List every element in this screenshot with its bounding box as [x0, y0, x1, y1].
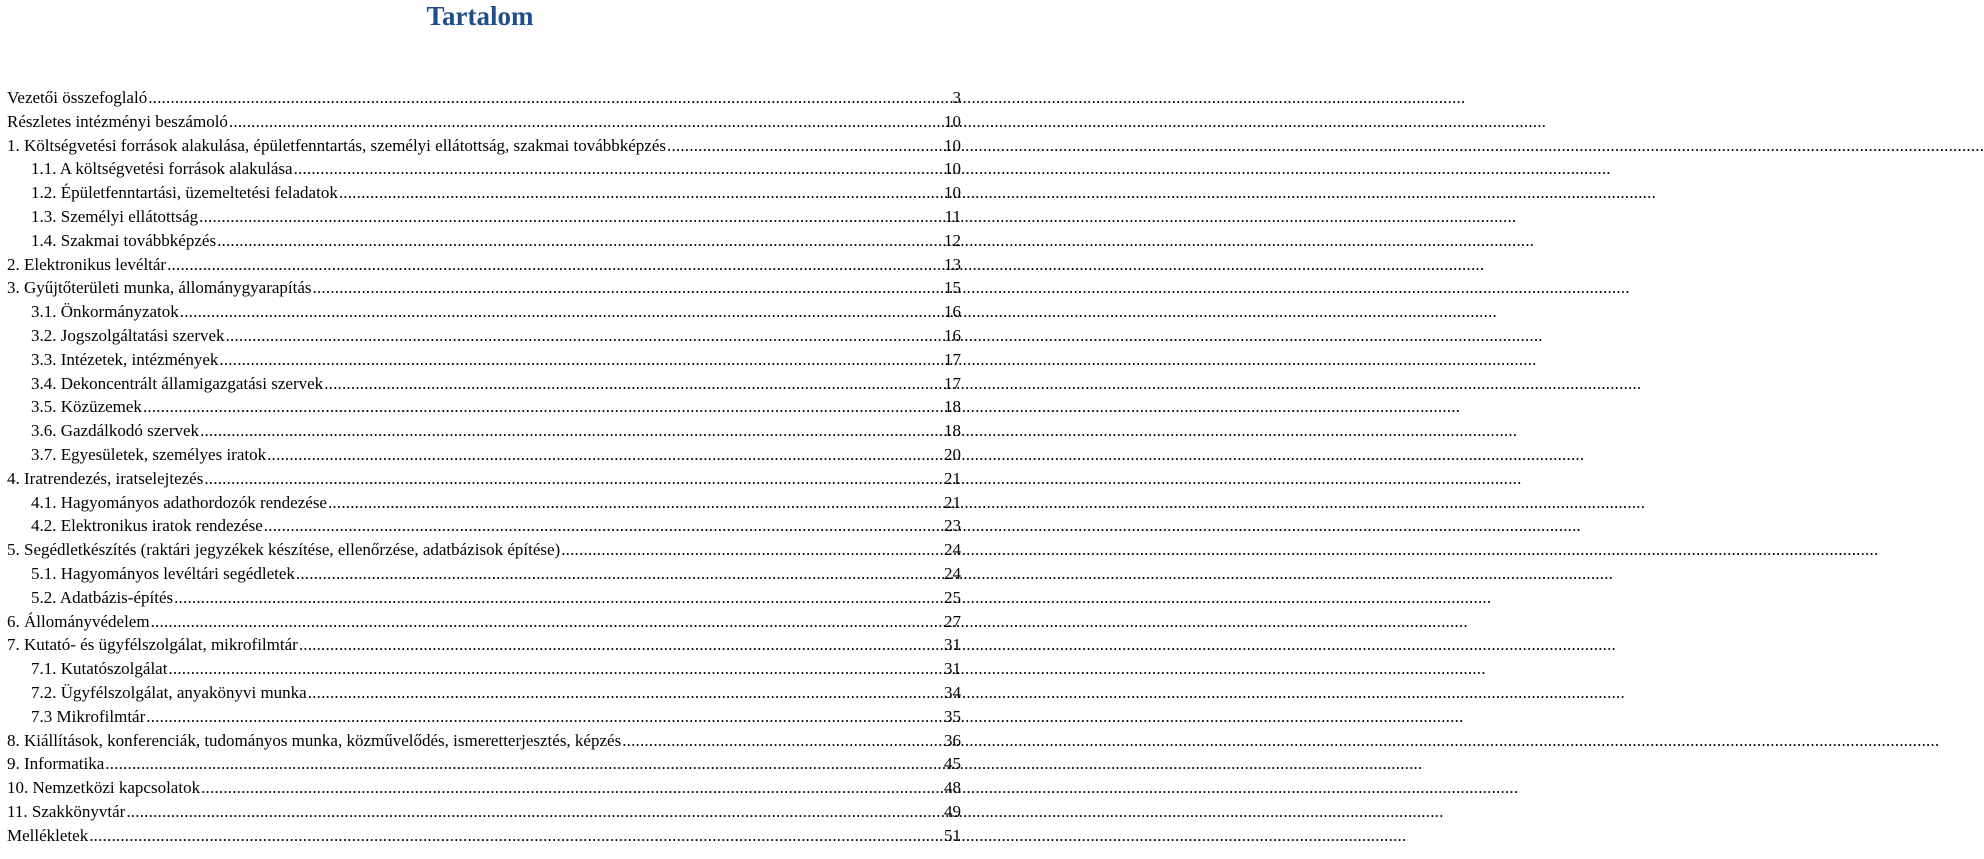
toc-entry-title: Részletes intézményi beszámoló: [7, 111, 228, 131]
toc-entry-page-number: 18: [944, 421, 961, 441]
toc-entry[interactable]: [7, 633, 961, 657]
toc-entry-page-number: 24: [944, 563, 961, 583]
dot-leader: [294, 157, 942, 181]
toc-entry-page-number: 20: [944, 444, 961, 464]
dot-leader: [296, 562, 942, 586]
toc-entry-page-number: 18: [944, 397, 961, 417]
toc-entry[interactable]: [7, 86, 961, 110]
toc-entry[interactable]: [7, 395, 961, 419]
toc-entry[interactable]: [7, 800, 961, 824]
toc-entry-title: 7.2. Ügyfélszolgálat, anyakönyvi munka: [31, 682, 307, 702]
dot-leader: [151, 610, 942, 634]
dot-leader: [105, 752, 942, 776]
toc-entry-title: 7. Kutató- és ügyfélszolgálat, mikrofilmtár: [7, 635, 298, 655]
dot-leader: [267, 443, 942, 467]
toc-entry-page-number: 10: [944, 159, 961, 179]
dot-leader: [168, 657, 942, 681]
toc-entry-title: Mellékletek: [7, 825, 89, 845]
toc-entry-title: 4.1. Hagyományos adathordozók rendezése: [31, 492, 327, 512]
toc-entry[interactable]: [7, 205, 961, 229]
dot-leader: [148, 86, 950, 110]
dot-leader: [324, 372, 942, 396]
toc-entry-page-number: 3: [952, 88, 961, 107]
toc-entry-page-number: 10: [944, 183, 961, 203]
toc-entry-title: 7.1. Kutatószolgálat: [31, 659, 168, 679]
toc-entry-page-number: 15: [944, 278, 961, 298]
toc-entry-title: 2. Elektronikus levéltár: [7, 254, 167, 274]
toc-entry-page-number: 11: [944, 206, 961, 226]
toc-entry[interactable]: [7, 514, 961, 538]
toc-entry[interactable]: [7, 110, 961, 134]
toc-entry[interactable]: [7, 467, 961, 491]
dot-leader: [146, 705, 942, 729]
toc-entry-title: 4. Iratrendezés, iratselejtezés: [7, 468, 204, 488]
toc-entry-page-number: 17: [944, 373, 961, 393]
dot-leader: [167, 253, 942, 277]
toc-entry[interactable]: [7, 348, 961, 372]
toc-entry-page-number: 16: [944, 325, 961, 345]
toc-entry-title: 3.3. Intézetek, intézmények: [31, 349, 219, 369]
toc-entry-page-number: 12: [944, 230, 961, 250]
page-title: Tartalom: [426, 1, 534, 31]
dot-leader: [143, 395, 942, 419]
toc-entry-page-number: 27: [944, 611, 961, 631]
toc-entry-title: 10. Nemzetközi kapcsolatok: [7, 778, 201, 798]
toc-entry-title: 3.2. Jogszolgáltatási szervek: [31, 325, 225, 345]
dot-leader: [180, 300, 942, 324]
dot-leader: [308, 681, 942, 705]
toc-entry-page-number: 16: [944, 302, 961, 322]
toc-entry-page-number: 10: [944, 111, 961, 131]
toc-entry[interactable]: [7, 562, 961, 586]
toc-entry[interactable]: [7, 586, 961, 610]
toc-entry[interactable]: [7, 681, 961, 705]
toc-entry-page-number: 31: [944, 635, 961, 655]
toc-entry-title: 5.2. Adatbázis-építés: [31, 587, 174, 607]
toc-entry-title: 1.2. Épületfenntartási, üzemeltetési feladatok: [31, 183, 338, 203]
toc-entry-page-number: 45: [944, 754, 961, 774]
toc-entry-page-number: 49: [944, 801, 961, 821]
dot-leader: [217, 229, 942, 253]
toc-entry-title: Vezetői összefoglaló: [7, 88, 148, 107]
toc-entry[interactable]: [7, 324, 961, 348]
toc-entry[interactable]: [7, 657, 961, 681]
toc-entry-page-number: 23: [944, 516, 961, 536]
dot-leader: [199, 205, 942, 229]
toc-entry-page-number: 48: [944, 778, 961, 798]
toc-entry-title: 1. Költségvetési források alakulása, épületfenntartás, személyi ellátottság, szakmai továbbképzés: [7, 135, 666, 155]
toc-entry-page-number: 17: [944, 349, 961, 369]
toc-entry-title: 1.3. Személyi ellátottság: [31, 206, 199, 226]
toc-entry-title: 1.4. Szakmai továbbképzés: [31, 230, 217, 250]
toc-entry[interactable]: [7, 253, 961, 277]
dot-leader: [339, 181, 942, 205]
toc-entry-title: 8. Kiállítások, konferenciák, tudományos munka, közművelődés, ismeretterjesztés, képzés: [7, 730, 622, 750]
dot-leader: [299, 633, 942, 657]
dot-leader: [622, 729, 942, 753]
toc-entry-page-number: 36: [944, 730, 961, 750]
toc-entry-page-number: 34: [944, 682, 961, 702]
toc-entry[interactable]: [7, 229, 961, 253]
toc-entry-title: 1.1. A költségvetési források alakulása: [31, 159, 293, 179]
toc-entry[interactable]: [7, 276, 961, 300]
toc-entry-title: 9. Informatika: [7, 754, 105, 774]
toc-entry[interactable]: [7, 372, 961, 396]
toc-entry[interactable]: [7, 776, 961, 800]
toc-entry-title: 3.4. Dekoncentrált államigazgatási szervek: [31, 373, 324, 393]
toc-entry[interactable]: [7, 134, 961, 158]
dot-leader: [229, 110, 942, 134]
toc-entry[interactable]: [7, 729, 961, 753]
toc-entry-title: 7.3 Mikrofilmtár: [31, 706, 146, 726]
toc-entry-title: 4.2. Elektronikus iratok rendezése: [31, 516, 263, 536]
dot-leader: [313, 276, 942, 300]
toc-entry[interactable]: [7, 181, 961, 205]
dot-leader: [174, 586, 942, 610]
dot-leader: [89, 824, 942, 848]
toc-entry-page-number: 10: [944, 135, 961, 155]
dot-leader: [201, 776, 942, 800]
toc-entry[interactable]: [7, 610, 961, 634]
toc-entry[interactable]: [7, 443, 961, 467]
toc-entry-page-number: 25: [944, 587, 961, 607]
dot-leader: [328, 491, 942, 515]
dot-leader: [126, 800, 942, 824]
toc-entry-title: 11. Szakkönyvtár: [7, 801, 126, 821]
toc-entry[interactable]: [7, 752, 961, 776]
toc-entry[interactable]: [7, 419, 961, 443]
toc-entry-title: 3. Gyűjtőterületi munka, állománygyarapítás: [7, 278, 312, 298]
toc-entry[interactable]: [7, 300, 961, 324]
dot-leader: [200, 419, 942, 443]
dot-leader: [264, 514, 942, 538]
toc-entry-page-number: 51: [944, 825, 961, 845]
toc-entry-title: 3.6. Gazdálkodó szervek: [31, 421, 200, 441]
toc-entry[interactable]: [7, 705, 961, 729]
toc-entry[interactable]: [7, 157, 961, 181]
toc-entry-page-number: 35: [944, 706, 961, 726]
table-of-contents: [7, 86, 961, 848]
dot-leader: [226, 324, 942, 348]
toc-entry-page-number: 31: [944, 659, 961, 679]
toc-entry-title: 3.7. Egyesületek, személyes iratok: [31, 444, 267, 464]
dot-leader: [219, 348, 942, 372]
toc-entry-page-number: 24: [944, 540, 961, 560]
toc-entry[interactable]: [7, 491, 961, 515]
dot-leader: [561, 538, 942, 562]
toc-entry-page-number: 21: [944, 468, 961, 488]
toc-entry[interactable]: [7, 538, 961, 562]
dot-leader: [667, 134, 942, 158]
toc-entry-title: 5. Segédletkészítés (raktári jegyzékek készítése, ellenőrzése, adatbázisok építése): [7, 540, 561, 560]
toc-entry-page-number: 13: [944, 254, 961, 274]
toc-entry-title: 6. Állományvédelem: [7, 611, 150, 631]
toc-entry-title: 3.1. Önkormányzatok: [31, 302, 179, 322]
toc-entry-title: 5.1. Hagyományos levéltári segédletek: [31, 563, 295, 583]
toc-entry-page-number: 21: [944, 492, 961, 512]
dot-leader: [204, 467, 942, 491]
toc-entry[interactable]: [7, 824, 961, 848]
toc-entry-title: 3.5. Közüzemek: [31, 397, 142, 417]
